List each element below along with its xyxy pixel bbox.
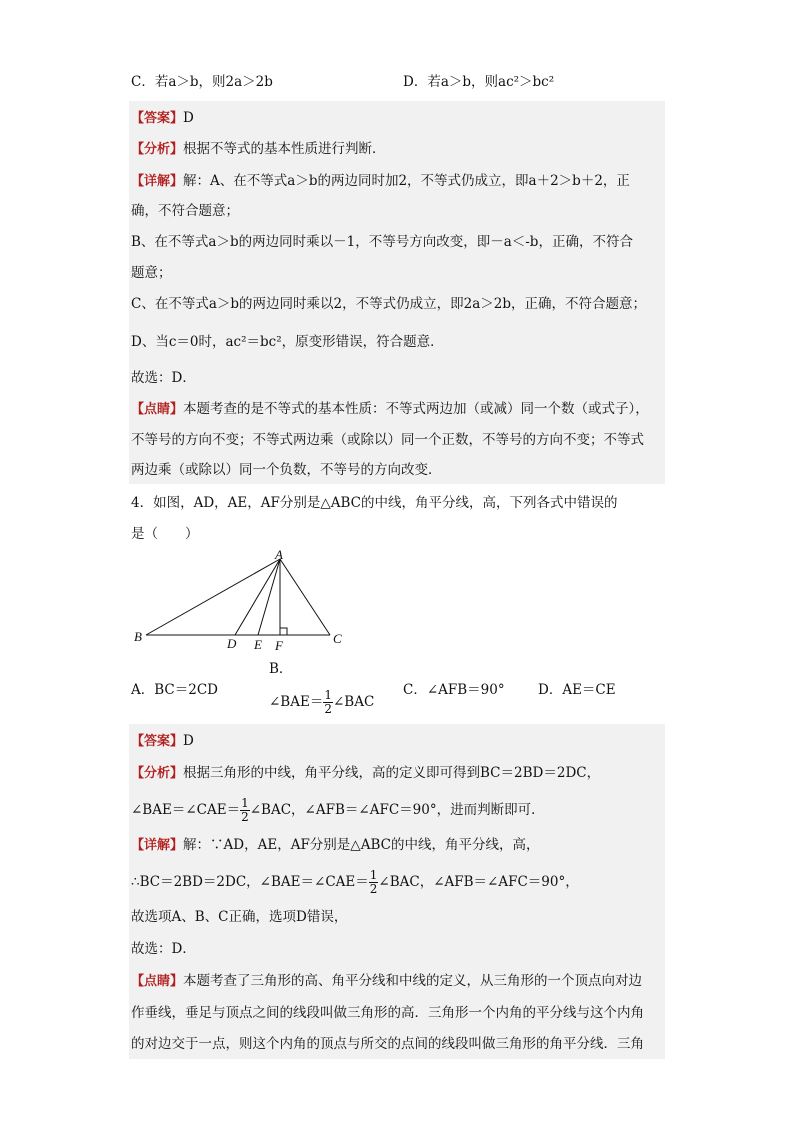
fraction (323, 689, 333, 716)
q4-comment-line: 的对边交于一点，则这个内角的顶点与所交的点间的线段叫做三角形的角平分线．三角 (131, 1036, 644, 1052)
fraction-denominator: 2 (241, 810, 249, 824)
q4-option-b (269, 680, 374, 724)
label-d: D (227, 636, 237, 651)
fraction-denominator: 2 (324, 702, 332, 716)
detail-tag: 【详解】 (131, 838, 184, 853)
answer-tag: 【答案】 (131, 734, 184, 749)
analysis-expr-post: ∠BAC，∠AFB＝∠AFC＝90°，进而判断即可． (249, 802, 545, 818)
fraction-numerator: 1 (369, 868, 378, 882)
comment-text: 本题考查的是不等式的基本性质：不等式两边加（或减）同一个数（或式子）， (183, 401, 649, 417)
answer-tag: 【答案】 (131, 111, 184, 126)
q3-option-c: C．若a＞b，则2a＞2b (131, 74, 273, 90)
side-ab (146, 559, 280, 635)
detail-expr-post: ∠BAC，∠AFB＝∠AFC＝90°， (378, 874, 579, 890)
q3-option-d: D．若a＞b，则ac²＞bc² (403, 74, 555, 90)
label-e: E (254, 637, 262, 652)
q3-conclusion: 故选：D． (131, 370, 196, 386)
fraction (369, 869, 379, 896)
q3-detail-line: 确，不符合题意； (131, 203, 239, 219)
triangle-figure (131, 548, 351, 658)
q3-comment-line: 不等号的方向不变；不等式两边乘（或除以）同一个正数，不等号的方向不变；不等式 (131, 432, 644, 448)
q4-detail-line: 故选项A、B、C正确，选项D错误， (131, 909, 348, 925)
q3-answer (131, 107, 194, 130)
detail-expr-pre: ∴BC＝2BD＝2DC，∠BAE＝∠CAE＝ (131, 874, 369, 890)
q3-detail-line: C、在不等式a＞b的两边同时乘以2，不等式仍成立，即2a＞2b，正确，不符合题意； (131, 296, 646, 312)
analysis-text: 根据三角形的中线，角平分线，高的定义即可得到BC＝2BD＝2DC， (183, 765, 601, 781)
detail-text: 解：A、在不等式a＞b的两边同时加2，不等式仍成立，即a＋2＞b＋2，正 (183, 173, 630, 189)
q3-detail-line (131, 170, 630, 193)
q4-option-b-letter: B． (269, 661, 293, 677)
analysis-tag: 【分析】 (131, 766, 184, 781)
q3-comment-line: 两边乘（或除以）同一个负数，不等号的方向改变． (131, 462, 442, 478)
q4-comment-line: 作垂线，垂足与顶点之间的线段叫做三角形的高．三角形一个内角的平分线与这个内角 (131, 1005, 644, 1021)
label-b: B (134, 629, 142, 644)
bisector-ae (258, 559, 280, 635)
q4-option-c: C．∠AFB＝90° (403, 682, 505, 698)
q4-analysis-line (131, 762, 600, 785)
q3-detail-line: B、在不等式a＞b的两边同时乘以－1，不等号方向改变，即－a＜-b，正确，不符合 (131, 234, 633, 250)
q4-detail-line (131, 860, 579, 904)
q4-stem-line: 4．如图，AD，AE，AF分别是△ABC的中线，角平分线，高，下列各式中错误的 (131, 495, 618, 511)
analysis-expr-pre: ∠BAE＝∠CAE＝ (131, 802, 241, 818)
q3-detail-line: D、当c＝0时，ac²＝bc²，原变形错误，符合题意． (131, 334, 444, 350)
label-f: F (275, 638, 283, 653)
side-ac (280, 559, 330, 635)
q4-option-a: A．BC＝2CD (131, 682, 218, 698)
label-c: C (333, 631, 342, 646)
right-angle-mark (280, 628, 287, 635)
q4-analysis-line (131, 788, 545, 832)
q4-detail-line (131, 834, 539, 857)
analysis-tag: 【分析】 (131, 142, 184, 157)
detail-text: 解：∵AD，AE，AF分别是△ABC的中线，角平分线，高， (183, 837, 540, 853)
median-ad (235, 559, 280, 635)
option-b-expr-post: ∠BAC (332, 694, 375, 710)
fraction (240, 797, 250, 824)
label-a: A (275, 548, 283, 562)
analysis-text: 根据不等式的基本性质进行判断． (183, 141, 386, 157)
q3-comment-line (131, 398, 649, 421)
answer-value: D (183, 110, 194, 126)
q4-option-d: D．AE＝CE (538, 682, 616, 698)
q3-detail-line: 题意； (131, 265, 172, 281)
detail-tag: 【详解】 (131, 174, 184, 189)
q4-answer (131, 730, 194, 753)
comment-tag: 【点睛】 (131, 402, 184, 417)
fraction-numerator: 1 (241, 796, 249, 810)
q4-conclusion: 故选：D． (131, 941, 196, 957)
comment-text: 本题考查了三角形的高、角平分线和中线的定义，从三角形的一个顶点向对边 (183, 973, 643, 989)
fraction-denominator: 2 (369, 882, 378, 896)
fraction-numerator: 1 (324, 688, 332, 702)
option-b-expr-pre: ∠BAE＝ (269, 694, 324, 710)
comment-tag: 【点睛】 (131, 974, 184, 989)
q4-stem-line: 是（ ） (131, 526, 199, 542)
q4-comment-line (131, 970, 642, 993)
q3-analysis (131, 138, 386, 161)
answer-value: D (183, 733, 194, 749)
